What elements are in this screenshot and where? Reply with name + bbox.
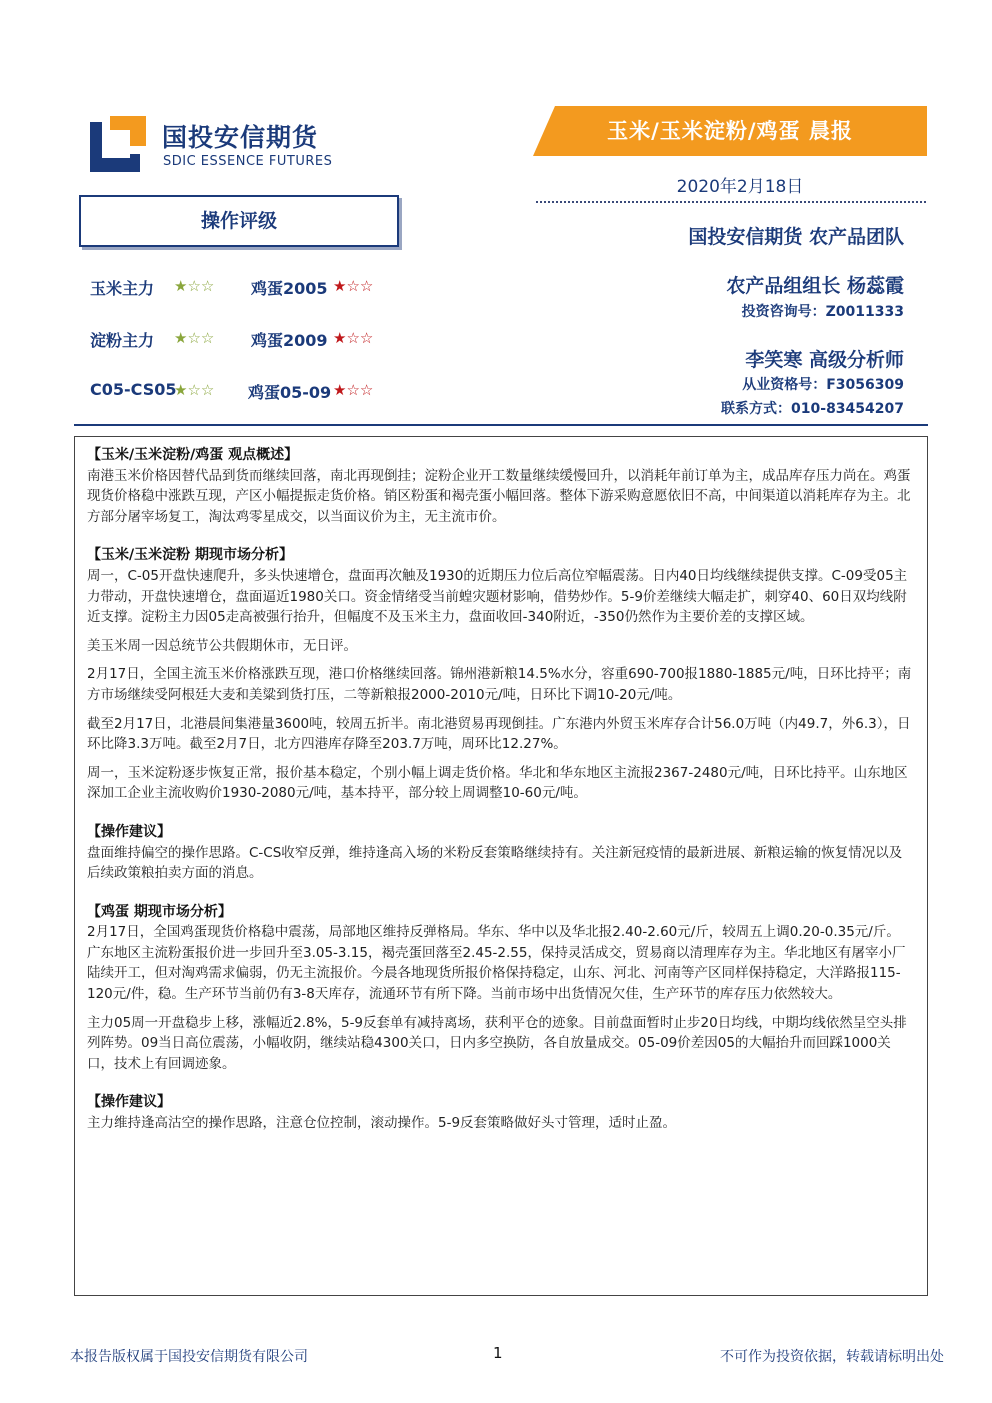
rating-label-c05-cs05: C05-CS05 (90, 380, 177, 399)
analyst2-title: 李笑寒 高级分析师 (745, 349, 904, 371)
analyst2-license: 从业资格号：F3056309 (742, 377, 904, 393)
rating-stars-egg2005: ★☆☆ (333, 277, 374, 295)
footer-copyright: 本报告版权属于国投安信期货有限公司 (70, 1349, 308, 1365)
team-name: 国投安信期货 农产品团队 (688, 226, 904, 248)
logo-mark-icon (90, 116, 146, 172)
overview-title: 【玉米/玉米淀粉/鸡蛋 观点概述】 (87, 447, 299, 463)
rating-label-egg2005: 鸡蛋2005 (251, 279, 328, 298)
rating-title: 操作评级 (200, 210, 277, 232)
overview-paragraph: 南港玉米价格因替代品到货而继续回落，南北再现倒挂；淀粉企业开工数量继续缓慢回升，以消耗年前订单为主，成品库存压力尚在。鸡蛋现货价格稳中涨跌互现，产区小幅提振走货价格。销区粉蛋和褐壳蛋小幅回落。整体下游采购意愿依旧不高，中间渠道以消耗库存为主。北方部分屠宰场复工，淘汰鸡零星成交，以当面议价为主，无主流市价。 (87, 467, 911, 525)
corn-analysis-title: 【玉米/玉米淀粉 期现市场分析】 (87, 547, 293, 564)
rating-stars-egg05-09: ★☆☆ (333, 381, 374, 399)
dotted-divider (536, 201, 926, 203)
egg-paragraph-2: 主力05周一开盘稳步上移，涨幅近2.8%，5-9反套单有减持离场，获利平仓的迹象。目前盘面暂时止步20日均线，中期均线依然呈空头排列阵势。09当日高位震荡，小幅收阴，继续站稳4300关口，日内多空换防，各自放量成交。05-09价差因05的大幅抬升而回踩1000关口，技术上有回调迹象。 (87, 1014, 907, 1072)
rating-stars-corn-main: ★☆☆ (174, 277, 215, 295)
corn-paragraph-4: 截至2月17日，北港晨间集港量3600吨，较周五折半。南北港贸易再现倒挂。广东港内外贸玉米库存合计56.0万吨（内49.7，外6.3），日环比降3.3万吨。截至2月7日，北方四港库存降至203.7万吨，周环比12.27%。 (87, 715, 911, 753)
advice2-title: 【操作建议】 (87, 1094, 171, 1111)
rating-stars-c05-cs05: ★☆☆ (174, 381, 215, 399)
report-date: 2020年2月18日 (676, 177, 804, 197)
footer-disclaimer: 不可作为投资依据，转载请标明出处 (720, 1349, 944, 1365)
rating-stars-egg2009: ★☆☆ (333, 329, 374, 347)
egg-analysis-title: 【鸡蛋 期现市场分析】 (87, 903, 232, 920)
header-divider (74, 424, 928, 426)
analyst1-title: 农产品组组长 杨蕊霞 (726, 275, 904, 297)
advice1-paragraph: 盘面维持偏空的操作思路。C-CS收窄反弹，维持逢高入场的米粉反套策略继续持有。关注新冠疫情的最新进展、新粮运输的恢复情况以及后续政策粮拍卖方面的消息。 (87, 844, 903, 882)
rating-label-corn-main: 玉米主力 (90, 279, 155, 298)
rating-label-egg2009: 鸡蛋2009 (251, 331, 328, 350)
corn-paragraph-1: 周一，C-05开盘快速爬升，多头快速增仓，盘面再次触及1930的近期压力位后高位窄幅震荡。日内40日均线继续提供支撑。C-09受05主力带动，开盘快速增仓，盘面逼近1980关口。资金情绪受当前蝗灾题材影响，借势炒作。5-9价差继续大幅走扩，刺穿40、60日双均线附近支撑。淀粉主力因05走高被强行抬升，但幅度不及玉米主力，盘面收回-340附近，-350仍然作为主要价差的支撑区域。 (87, 567, 908, 626)
analyst2-contact: 联系方式：010-83454207 (721, 401, 904, 417)
corn-paragraph-2: 美玉米周一因总统节公共假期休市，无日评。 (87, 637, 357, 654)
logo-en-text: SDIC ESSENCE FUTURES (163, 154, 333, 169)
logo-cn-text: 国投安信期货 (162, 123, 319, 152)
rating-stars-starch-main: ★☆☆ (174, 329, 215, 347)
company-logo (90, 116, 350, 176)
banner-title: 玉米/玉米淀粉/鸡蛋 晨报 (607, 119, 853, 143)
report-banner (533, 106, 927, 156)
corn-paragraph-5: 周一，玉米淀粉逐步恢复正常，报价基本稳定，个别小幅上调走货价格。华北和华东地区主流报2367-2480元/吨，日环比持平。山东地区深加工企业主流收购价1930-2080元/吨，基本持平，部分较上周调整10-60元/吨。 (87, 764, 908, 802)
page-number: 1 (493, 1344, 503, 1362)
report-content (87, 445, 913, 1134)
analyst1-license: 投资咨询号：Z0011333 (741, 304, 904, 320)
rating-box (79, 195, 399, 247)
rating-label-starch-main: 淀粉主力 (90, 331, 155, 350)
egg-paragraph-1: 2月17日，全国鸡蛋现货价格稳中震荡，局部地区维持反弹格局。华东、华中以及华北报2.40-2.60元/斤，较周五上调0.20-0.35元/斤。广东地区主流粉蛋报价进一步回升至3.05-3.15，褐壳蛋回落至2.45-2.55，保持灵活成交，贸易商以清理库存为主。华北地区有屠宰小厂陆续开工，但对淘鸡需求偏弱，仍无主流报价。今晨各地现货所报价格保持稳定，山东、河北、河南等产区同样保持稳定，大洋路报115-120元/件，稳。生产环节当前仍有3-8天库存，流通环节有所下降。当前市场中出货情况欠佳，生产环节的库存压力依然较大。 (87, 924, 906, 1003)
rating-label-egg05-09: 鸡蛋05-09 (248, 383, 332, 402)
report-content-box (74, 436, 928, 1296)
corn-paragraph-3: 2月17日，全国主流玉米价格涨跌互现，港口价格继续回落。锦州港新粮14.5%水分，容重690-700报1880-1885元/吨，日环比持平；南方市场继续受阿根廷大麦和美粱到货打压，二等新粮报2000-2010元/吨，日环比下调10-20元/吨。 (87, 666, 912, 703)
advice2-paragraph: 主力维持逢高沽空的操作思路，注意仓位控制，滚动操作。5-9反套策略做好头寸管理，适时止盈。 (87, 1115, 677, 1132)
advice1-title: 【操作建议】 (87, 823, 171, 840)
